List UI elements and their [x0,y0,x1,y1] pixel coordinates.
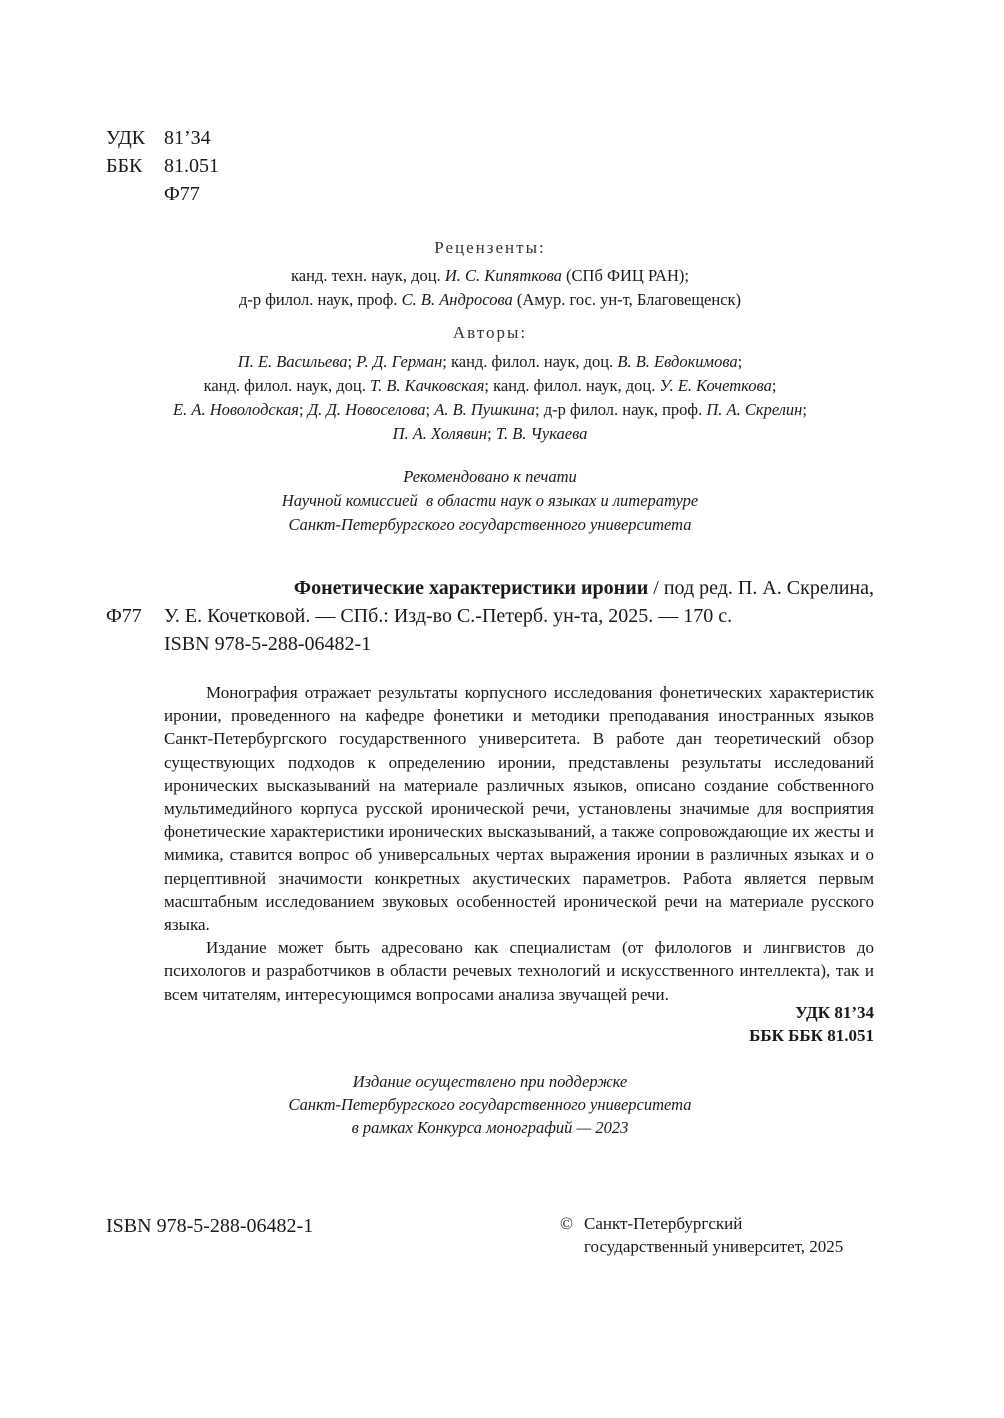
reviewers-list [106,264,874,312]
bbk-row [106,152,219,180]
recommendation-block [106,465,874,537]
footer-isbn: ISBN 978-5-288-06482-1 [106,1215,314,1237]
copyright-icon: © [560,1214,573,1233]
author-mark-row [106,180,219,208]
udk-row [106,124,219,152]
biblio-title-line [106,574,874,602]
authors-list [106,350,874,446]
reviewer-degree: д-р филол. наук, проф. [238,290,402,309]
editors: / под ред. П. А. Скрелина, [648,577,874,599]
copyright-block [560,1212,843,1258]
reviewer-line [106,288,874,312]
authors-line: Е. А. Новолодская; Д. Д. Новоселова; А. В. Пушкина; д-р филол. наук, проф. П. А. Скрелин; [173,400,807,419]
udk-label: УДК [106,127,146,149]
recommendation-line: Рекомендовано к печати [403,467,577,486]
author-name: П. А. Холявин [392,424,488,443]
author-name: У. Е. Кочеткова [659,376,772,395]
reviewer-affiliation: (СПб ФИЦ РАН); [561,266,689,285]
bbk-value: 81.051 [164,155,219,177]
support-note [106,1070,874,1139]
author-name: Р. Д. Герман [356,352,443,371]
authors-line: канд. филол. наук, доц. Т. В. Качковская; канд. филол. наук, доц. У. Е. Кочеткова; [203,376,777,395]
author-mark-code: Ф77 [106,605,142,627]
reviewer-line [106,264,874,288]
reviewer-degree: канд. техн. наук, доц. [291,266,445,285]
copyright-holder-year: государственный университет, 2025 [584,1237,844,1256]
classification-block [106,124,219,208]
book-title: Фонетические характеристики иронии [293,577,649,599]
author-name: Д. Д. Новоселова [307,400,426,419]
imprint: У. Е. Кочетковой. — СПб.: Изд-во С.-Петерб. ун-та, 2025. — 170 с. [164,605,733,627]
udk-code: УДК 81’34 [795,1003,874,1022]
reviewer-name: И. С. Кипяткова [444,266,562,285]
biblio-imprint-line [106,602,874,630]
reviewers-label: Рецензенты: [434,238,546,257]
authors-line: П. Е. Васильева; Р. Д. Герман; канд. филол. наук, доц. В. В. Евдокимова; [237,352,743,371]
reviewer-name: С. В. Андросова [401,290,513,309]
abstract-paragraph: Издание может быть адресовано как специалистам (от филологов и лингвистов до психологов и разработчиков в области речевых технологий и искусственного интеллекта), так и всем читателям, интересующимся вопросами анализа звучащей речи. [164,938,874,1004]
author-name: Е. А. Новолодская [173,400,299,419]
bibliographic-record [106,574,874,658]
support-line: в рамках Конкурса монографий — 2023 [351,1118,629,1137]
recommendation-line: Санкт-Петербургского государственного университета [288,515,692,534]
copyright-holder: Санкт-Петербургский [584,1214,743,1233]
author-name: Т. В. Качковская [369,376,485,395]
bbk-code: ББК ББК 81.051 [749,1026,874,1045]
author-name: П. Е. Васильева [237,352,348,371]
reviewer-affiliation: (Амур. гос. ун-т, Благовещенск) [512,290,742,309]
author-mark: Ф77 [164,183,200,205]
udk-value: 81’34 [164,127,211,149]
isbn: ISBN 978-5-288-06482-1 [164,633,372,655]
abstract [164,681,874,1006]
author-name: Т. В. Чукаева [495,424,588,443]
biblio-isbn-line [106,630,874,658]
support-line: Издание осуществлено при поддержке [352,1072,628,1091]
author-name: В. В. Евдокимова [617,352,738,371]
abstract-paragraph: Монография отражает результаты корпусного исследования фонетических характеристик иронии, проведенного на кафедре фонетики и методики преподавания иностранных языков Санкт-Петербургского государственного университета. В работе дан теоретический обзор существующих подходов к определению иронии, представлены результаты исследований иронических высказываний на материале различных языков, описано создание собственного мультимедийного корпуса русской иронической речи, установлены значимые для восприятия фонетические характеристики иронических высказываний, а также сопровождающие их жесты и мимика, ставится вопрос об универсальных чертах выражения иронии в различных языках и о перцептивной значимости конкретных акустических параметров. Работа является первым масштабным исследованием звуковых особенностей иронической речи на материале русского языка. [164,683,874,935]
authors-label: Авторы: [452,323,528,342]
author-name: А. В. Пушкина [434,400,535,419]
support-line: Санкт-Петербургского государственного университета [288,1095,692,1114]
authors-line: П. А. Холявин; Т. В. Чукаева [392,424,588,443]
recommendation-line: Научной комиссией в области наук о языках и литературе [281,491,699,510]
classification-codes-right [106,1001,874,1047]
bbk-label: ББК [106,155,143,177]
author-name: П. А. Скрелин [706,400,803,419]
